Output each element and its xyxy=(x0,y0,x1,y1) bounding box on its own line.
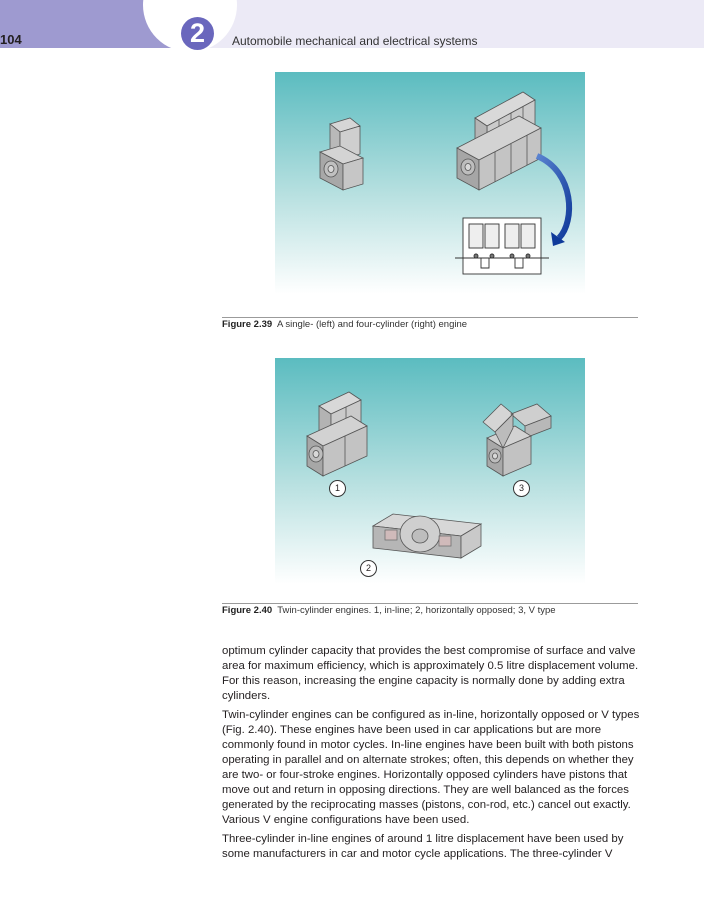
paragraph: Three-cylinder in-line engines of around 1 litre displacement have been used by some manufacturers in car and motor cycle applications. The three-cylinder V xyxy=(222,833,624,860)
figure-2-39-image xyxy=(275,72,585,294)
figure-2-40-label: Figure 2.40 xyxy=(222,605,273,616)
figure-2-40-rule xyxy=(222,603,638,604)
page-number: 104 xyxy=(0,32,22,47)
figure-2-40-caption xyxy=(222,605,556,616)
paragraph: optimum cylinder capacity that provides the best compromise of surface and valve area for maximum efficiency, which is approximately 0.5 litre displacement volume. For this reason, increasing the engine capacity is normally done by adding extra cylinders. xyxy=(222,645,639,702)
marker-1: 1 xyxy=(329,480,346,497)
running-title: Automobile mechanical and electrical systems xyxy=(232,34,478,48)
paragraph: Twin-cylinder engines can be configured as in-line, horizontally opposed or V types (Fig. 2.40). These engines have been used in car applications but are more commonly found in motor cycles. In-line engines have been built with both pistons operating in parallel and on alternate strokes; often, this depends on whether they are two- or four-stroke engines. Horizontally opposed cylinders have pistons that move out and return in opposing directions. They are well balanced as the forces generated by the reciprocating masses (pistons, con-rod, etc.) cancel out exactly. Various V engine configurations have been used. xyxy=(222,709,640,826)
chapter-number: 2 xyxy=(181,17,214,50)
marker-3: 3 xyxy=(513,480,530,497)
figure-2-39-caption xyxy=(222,319,467,330)
figure-2-39-rule xyxy=(222,317,638,318)
crankshaft-section-detail xyxy=(455,218,549,274)
figure-2-40-text: Twin-cylinder engines. 1, in-line; 2, horizontally opposed; 3, V type xyxy=(277,605,556,616)
figure-2-39-text: A single- (left) and four-cylinder (right) engine xyxy=(276,319,468,330)
figure-2-39-label: Figure 2.39 xyxy=(222,319,273,330)
figure-2-40-image xyxy=(275,358,585,584)
body-text xyxy=(222,644,642,866)
marker-2: 2 xyxy=(360,560,377,577)
